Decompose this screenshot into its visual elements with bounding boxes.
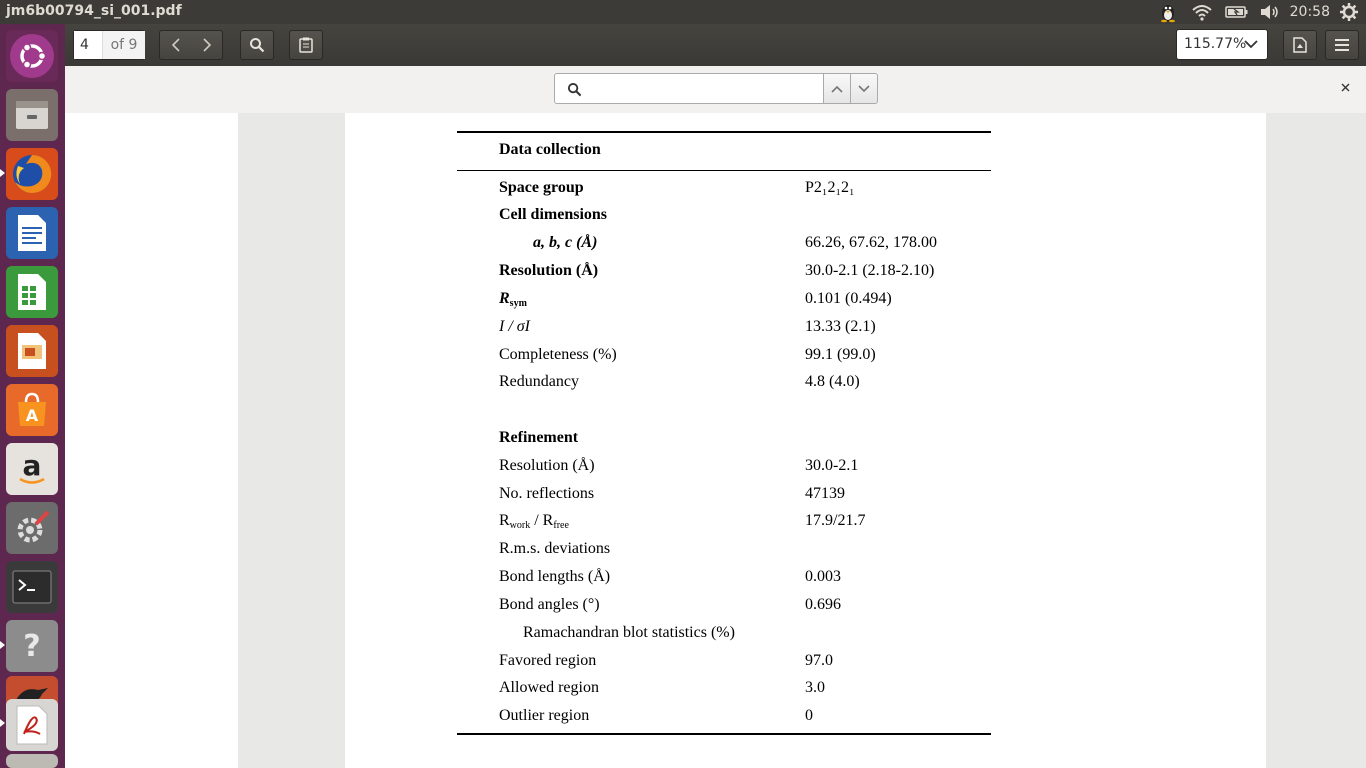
row-value: 66.26, 67.62, 178.00 bbox=[805, 234, 937, 251]
session-gear-icon[interactable] bbox=[1339, 2, 1359, 22]
page-selector bbox=[73, 30, 145, 60]
running-indicator bbox=[0, 719, 5, 727]
clipboard-icon bbox=[299, 37, 313, 53]
top-panel bbox=[0, 0, 1366, 24]
document-view[interactable] bbox=[65, 113, 1366, 768]
chevron-up-icon bbox=[831, 85, 843, 93]
close-icon bbox=[1341, 83, 1350, 92]
previous-page-button[interactable] bbox=[160, 31, 192, 59]
row-label: Outlier region bbox=[499, 707, 590, 724]
row-value: 17.9/21.7 bbox=[805, 512, 866, 529]
system-settings-icon[interactable] bbox=[6, 502, 58, 554]
clock[interactable]: 20:58 bbox=[1289, 4, 1330, 20]
chevron-down-icon bbox=[858, 85, 870, 93]
help-icon[interactable] bbox=[6, 620, 58, 672]
document-properties-button[interactable] bbox=[1283, 30, 1317, 60]
find-input[interactable] bbox=[591, 78, 820, 101]
find-toggle-button[interactable] bbox=[240, 30, 274, 60]
pdf-page bbox=[346, 113, 1266, 768]
launcher bbox=[0, 24, 65, 768]
row-label: a, b, c (Å) bbox=[533, 234, 598, 251]
row-value: 13.33 (2.1) bbox=[805, 318, 876, 335]
row-value: P2₁2₁2₁ bbox=[805, 179, 855, 196]
svg-text:?: ? bbox=[23, 629, 41, 664]
zoom-value: 115.77% bbox=[1184, 36, 1247, 52]
row-label: Completeness (%) bbox=[499, 346, 617, 363]
row-label: Redundancy bbox=[499, 373, 579, 390]
chevron-down-icon bbox=[1244, 39, 1258, 49]
row-value: 4.8 (4.0) bbox=[805, 373, 860, 390]
document-viewer-icon[interactable] bbox=[6, 699, 58, 751]
table-header-rule bbox=[457, 170, 991, 171]
ubuntu-dash-icon[interactable] bbox=[6, 30, 58, 82]
search-icon bbox=[249, 37, 265, 53]
row-value: 47139 bbox=[805, 485, 845, 502]
writer-icon[interactable] bbox=[6, 207, 58, 259]
row-value: 0 bbox=[805, 707, 813, 724]
terminal-icon[interactable] bbox=[6, 561, 58, 613]
battery-icon[interactable] bbox=[1225, 2, 1249, 22]
row-label: Resolution (Å) bbox=[499, 262, 599, 279]
row-value: 0.696 bbox=[805, 596, 841, 613]
row-value: 3.0 bbox=[805, 679, 825, 696]
running-indicator bbox=[0, 641, 5, 649]
viewer-toolbar bbox=[65, 24, 1366, 67]
chevron-left-icon bbox=[171, 38, 181, 52]
row-label: Allowed region bbox=[499, 679, 599, 696]
svg-text:a: a bbox=[22, 449, 42, 482]
tux-indicator-icon[interactable] bbox=[1158, 2, 1178, 22]
section-heading: Data collection bbox=[499, 141, 601, 158]
row-value: 0.003 bbox=[805, 568, 841, 585]
chevron-right-icon bbox=[202, 38, 212, 52]
menu-button[interactable] bbox=[1325, 30, 1359, 60]
svg-text:A: A bbox=[25, 406, 39, 425]
impress-icon[interactable] bbox=[6, 325, 58, 377]
hamburger-menu-icon bbox=[1335, 39, 1349, 51]
find-bar bbox=[65, 66, 1366, 113]
software-center-icon[interactable] bbox=[6, 384, 58, 436]
table-top-rule bbox=[457, 131, 991, 133]
row-value: 99.1 (99.0) bbox=[805, 346, 876, 363]
row-label: Resolution (Å) bbox=[499, 457, 595, 474]
page-gutter-right bbox=[1266, 113, 1366, 768]
rsym-sub: sym bbox=[509, 298, 527, 309]
row-label: No. reflections bbox=[499, 485, 595, 502]
find-next-button[interactable] bbox=[850, 73, 878, 104]
amazon-icon[interactable] bbox=[6, 443, 58, 495]
row-label: Favored region bbox=[499, 652, 597, 669]
page-gutter-left bbox=[238, 113, 345, 768]
row-label: R.m.s. deviations bbox=[499, 540, 611, 557]
table-bottom-rule bbox=[457, 733, 991, 735]
row-label-rsym bbox=[499, 290, 527, 309]
firefox-icon[interactable] bbox=[6, 148, 58, 200]
volume-icon[interactable] bbox=[1259, 2, 1281, 22]
trash-icon[interactable] bbox=[6, 754, 58, 768]
row-label: Ramachandran blot statistics (%) bbox=[523, 624, 735, 641]
wifi-icon[interactable] bbox=[1191, 2, 1213, 22]
section-heading: Refinement bbox=[499, 429, 579, 446]
row-value: 97.0 bbox=[805, 652, 833, 669]
document-icon bbox=[1293, 37, 1307, 53]
find-field bbox=[554, 73, 824, 104]
rsym-main: R bbox=[499, 290, 510, 307]
page-nav-group bbox=[159, 30, 223, 60]
row-label: I / σI bbox=[499, 318, 530, 335]
row-label-rwork-rfree: $R_{work} / R_{free}$ bbox=[499, 512, 569, 531]
next-page-button[interactable] bbox=[192, 31, 222, 59]
row-value: 30.0-2.1 (2.18-2.10) bbox=[805, 262, 935, 279]
find-previous-button[interactable] bbox=[823, 73, 851, 104]
row-label: Cell dimensions bbox=[499, 206, 608, 223]
row-label: Space group bbox=[499, 179, 584, 196]
page-number-input[interactable] bbox=[74, 31, 102, 59]
row-label: Bond lengths (Å) bbox=[499, 568, 611, 585]
search-icon bbox=[567, 82, 582, 97]
window-title: jm6b00794_si_001.pdf bbox=[6, 3, 182, 19]
row-value: 30.0-2.1 bbox=[805, 457, 859, 474]
close-find-bar-button[interactable] bbox=[1337, 79, 1353, 97]
page-count-label: of 9 bbox=[102, 31, 145, 59]
annotations-button[interactable] bbox=[289, 30, 323, 60]
zoom-select[interactable] bbox=[1176, 29, 1268, 60]
running-indicator bbox=[0, 169, 5, 177]
row-value: 0.101 (0.494) bbox=[805, 290, 892, 307]
files-icon[interactable] bbox=[6, 89, 58, 141]
calc-icon[interactable] bbox=[6, 266, 58, 318]
row-label: Bond angles (°) bbox=[499, 596, 600, 613]
